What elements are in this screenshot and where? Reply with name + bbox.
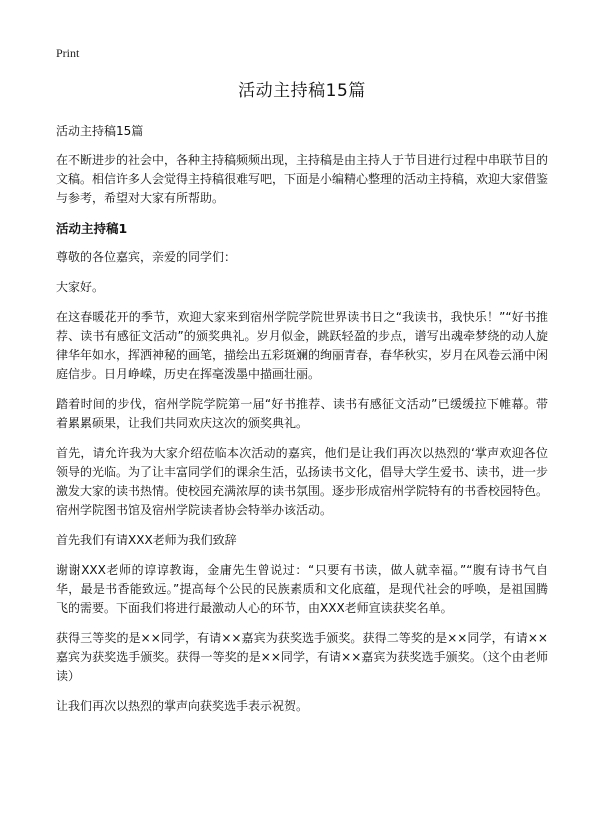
paragraph-hello: 大家好。 bbox=[56, 280, 105, 294]
paragraph-welcome: 在这春暖花开的季节，欢迎大家来到宿州学院学院世界读书日之“我读书，我快乐！”“好书推荐、读书有感征文活动”的颁奖典礼。岁月似金，跳跃轻盈的步点，谱写出魂牵梦绕的动人旋律华年如水，挥洒神秘的画笔，描绘出五彩斑斓的绚丽青春，春华秋实，岁月在风卷云涌中闲庭信步。日月峥嵘，历史在挥毫泼墨中描画壮丽。 bbox=[56, 310, 549, 381]
paragraph-invite-speech: 首先我们有请XXX老师为我们致辞 bbox=[56, 533, 237, 547]
document-body bbox=[56, 80, 548, 727]
paragraph-congratulations: 让我们再次以热烈的掌声向获奖选手表示祝贺。 bbox=[56, 699, 309, 713]
print-link[interactable]: Print bbox=[56, 46, 80, 60]
paragraph-greeting: 尊敬的各位嘉宾，亲爱的同学们： bbox=[56, 250, 237, 264]
paragraph-awards: 获得三等奖的是××同学，有请××嘉宾为获奖选手颁奖。获得二等奖的是××同学，有请××嘉宾为获奖选手颁奖。获得一等奖的是××同学，有请××嘉宾为获奖选手颁奖。（这个由老师读） bbox=[56, 631, 548, 683]
paragraph-closing-activity: 踏着时间的步伐，宿州学院学院第一届“好书推荐、读书有感征文活动”已缓缓拉下帷幕。带着累累硕果，让我们共同欢庆这次的颁奖典礼。 bbox=[56, 397, 548, 430]
section-heading: 活动主持稿1 bbox=[56, 221, 128, 236]
document-subtitle: 活动主持稿15篇 bbox=[56, 124, 144, 138]
page-title: 活动主持稿15篇 bbox=[238, 81, 366, 101]
intro-paragraph: 在不断进步的社会中，各种主持稿频频出现，主持稿是由主持人于节目进行过程中串联节目的文稿。相信许多人会觉得主持稿很难写吧，下面是小编精心整理的活动主持稿，欢迎大家借鉴与参考，希望对大家有所帮助。 bbox=[56, 153, 549, 205]
paragraph-introduce-guests: 首先，请允许我为大家介绍莅临本次活动的嘉宾，他们是让我们再次以热烈的‘掌声欢迎各位领导的光临。为了让丰富同学们的课余生活，弘扬读书文化，倡导大学生爱书、读书，进一步激发大家的读书热情。使校园充满浓厚的读书氛围。逐步形成宿州学院特有的书香校园特色。宿州学院图书馆及宿州学院读者协会特举办该活动。 bbox=[56, 446, 549, 517]
paragraph-thanks: 谢谢XXX老师的谆谆教诲，金庸先生曾说过：“只要有书读，做人就幸福。”“腹有诗书气自华，最是书香能致远。”提高每个公民的民族素质和文化底蕴，是现代社会的呼唤，是祖国腾飞的需要。下面我们将进行最激动人心的环节，由XXX老师宣读获奖名单。 bbox=[56, 563, 548, 615]
